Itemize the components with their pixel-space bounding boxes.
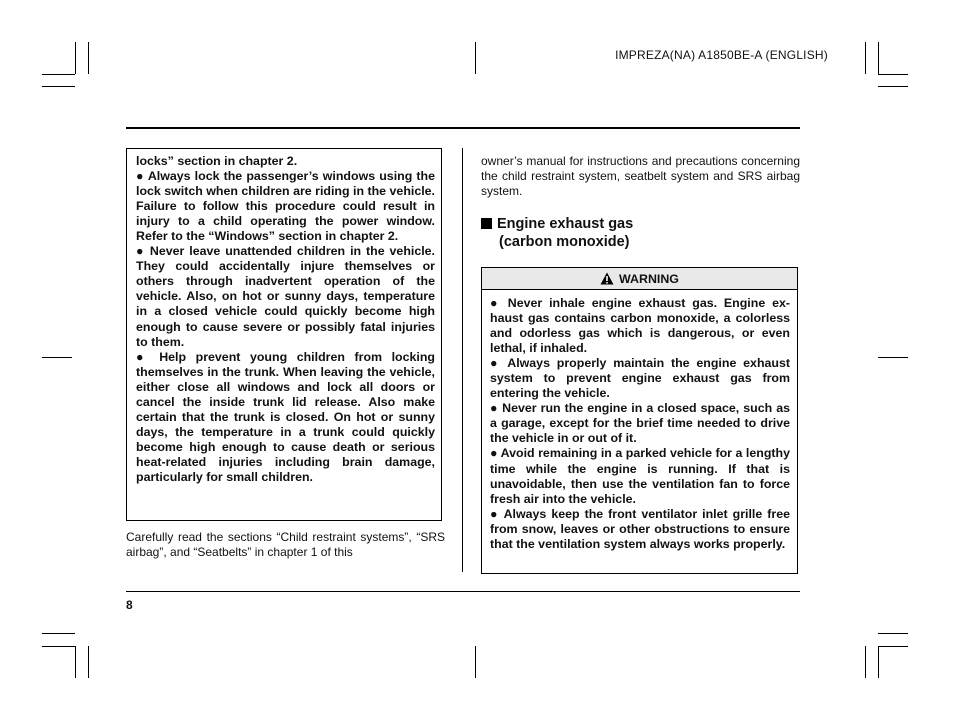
warning-bullet: ● Always lock the passenger’s windows using the lock switch when children are riding in the vehicle. Failure to follow this procedure could result in injury to a child operating the power window. Refer to the “Windows” section in chapter 2. — [136, 169, 435, 244]
crop-mark — [865, 646, 866, 678]
crop-mark — [878, 74, 908, 75]
warning-triangle-icon — [600, 272, 614, 285]
crop-mark — [88, 42, 89, 74]
crop-mark — [75, 42, 76, 74]
top-rule — [126, 127, 800, 129]
crop-mark — [42, 646, 75, 647]
crop-mark — [878, 633, 908, 634]
crop-mark — [878, 646, 908, 647]
warning-bullet: ● Always properly maintain the engine exhaust system to prevent engine exhaust gas from entering the vehicle. — [490, 356, 790, 401]
body-paragraph-continued: owner’s manual for instructions and precautions concerning the child restraint system, seatbelt system and SRS airbag system. — [481, 154, 800, 198]
crop-mark — [42, 633, 75, 634]
column-divider — [462, 148, 463, 572]
warning-header — [482, 268, 797, 290]
warning-bullet: ● Avoid remaining in a parked vehicle for a lengthy time while the engine is running. If that is unavoidable, then use the ventilation fan to force fresh air into the vehicle. — [490, 446, 790, 506]
body-paragraph: Carefully read the sections “Child restraint systems”, “SRS airbag”, and “Seatbelts” in chapter 1 of this — [126, 530, 445, 559]
warning-bullet: ● Never inhale engine exhaust gas. Engine exhaust gas contains carbon monoxide, a colorless and odorless gas which is dangerous, or even lethal, if inhaled. — [490, 296, 790, 356]
document-code: IMPREZA(NA) A1850BE-A (ENGLISH) — [615, 48, 828, 62]
warning-bullet: ● Never run the engine in a closed space, such as a garage, except for the brief time needed to drive the vehicle in or out of it. — [490, 401, 790, 446]
crop-mark — [42, 86, 75, 87]
warning-text: locks” section in chapter 2. — [136, 154, 298, 168]
section-title-line1: Engine exhaust gas — [497, 216, 634, 232]
crop-mark — [865, 42, 866, 74]
crop-mark — [878, 86, 908, 87]
crop-mark — [42, 357, 72, 358]
crop-mark — [88, 646, 89, 678]
square-bullet-icon — [481, 218, 492, 229]
page-number: 8 — [126, 598, 133, 612]
crop-mark — [42, 74, 75, 75]
warning-label: WARNING — [619, 271, 679, 286]
warning-bullet: ● Always keep the front ventilator inlet grille free from snow, leaves or other obstructions to ensure that the ventilation system always works properly. — [490, 506, 790, 551]
crop-mark — [878, 42, 879, 74]
crop-mark — [878, 646, 879, 678]
warning-body — [482, 290, 797, 552]
crop-mark — [475, 646, 476, 678]
section-heading — [481, 215, 633, 251]
warning-bullet: ● Help prevent young children from locking themselves in the trunk. When leaving the vehicle, either close all windows and lock all doors or cancel the inside trunk lid release. Also make certain that the trunk is closed. On hot or sunny days, the temperature in a trunk could quickly become high enough to cause death or serious heat-related injuries including brain damage, particularly for small children. — [136, 349, 435, 484]
crop-mark — [75, 646, 76, 678]
warning-bullet: ● Never leave unattended children in the vehicle. They could accidentally injure themselves or others through inadvertent operation of the vehicle. Also, on hot or sunny days, temperature in a closed vehicle could quickly become high enough to cause severe or possibly fatal injuries to them. — [136, 244, 435, 349]
continued-warning-box — [126, 148, 442, 521]
section-title-line2: (carbon monoxide) — [499, 234, 630, 250]
bottom-rule — [126, 591, 800, 592]
crop-mark — [878, 357, 908, 358]
crop-mark — [475, 42, 476, 74]
warning-box — [481, 267, 798, 574]
